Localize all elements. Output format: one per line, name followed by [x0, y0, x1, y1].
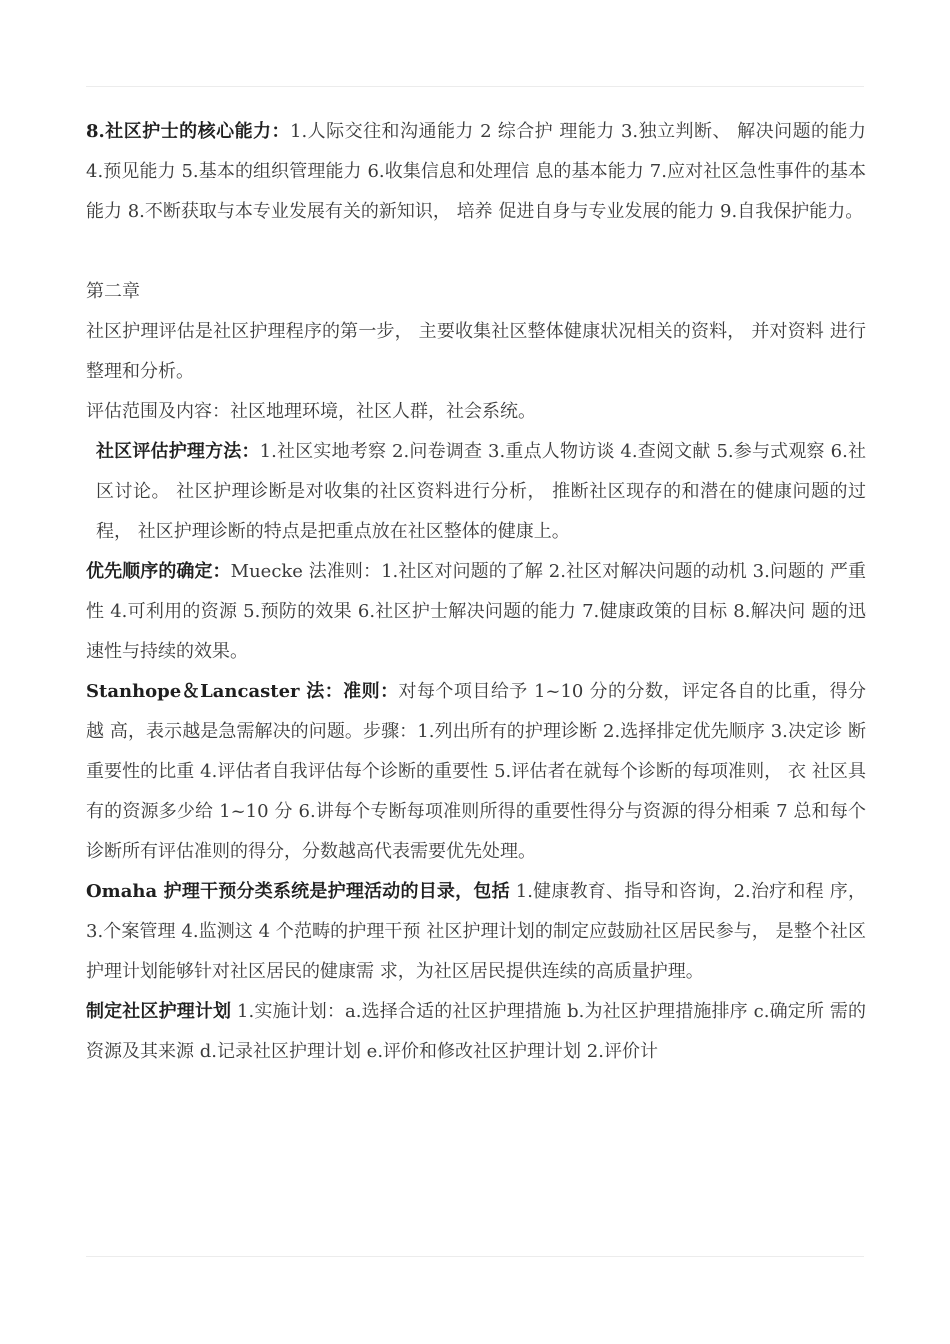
- paragraph-priority: [86, 552, 866, 672]
- top-divider: [86, 86, 864, 87]
- bottom-divider: [86, 1256, 864, 1257]
- heading-assessment-methods: 社区评估护理方法：: [96, 441, 260, 462]
- paragraph-omaha: [86, 872, 866, 992]
- heading-omaha: Omaha 护理干预分类系统是护理活动的目录，包括: [86, 881, 510, 902]
- heading-priority: 优先顺序的确定：: [86, 561, 231, 582]
- paragraph-plan: [86, 992, 866, 1072]
- heading-core-abilities: 8.社区护士的核心能力：: [86, 121, 290, 142]
- text-plan: 1.实施计划：a.选择合适的社区护理措施 b.为社区护理措施排序 c.确定所 需的资源及其来源 d.记录社区护理计划 e.评价和修改社区护理计划 2.评价计: [86, 1001, 867, 1062]
- text-priority: Muecke 法准则：1.社区对问题的了解 2.社区对解决问题的动机 3.问题的 严重性 4.可利用的资源 5.预防的效果 6.社区护士解决问题的能力 7.健康政策的目标 8.解决问 题的迅速性与持续的效果。: [86, 561, 866, 662]
- heading-stanhope: Stanhope＆Lancaster 法：准则：: [86, 681, 399, 702]
- paragraph-assessment-methods: [86, 432, 866, 552]
- paragraph-assessment-intro: 社区护理评估是社区护理程序的第一步， 主要收集社区整体健康状况相关的资料， 并对资料 进行整理和分析。: [86, 321, 866, 382]
- paragraph-core-abilities: [86, 112, 866, 232]
- text-stanhope: 对每个项目给予 1~10 分的分数，评定各自的比重，得分越 高，表示越是急需解决的问题。步骤：1.列出所有的护理诊断 2.选择排定优先顺序 3.决定诊 断重要性的比重 4.评估者自我评估每个诊断的重要性 5.评估者在就每个诊断的每项准则， 衣 社区具有的资源多少给 1~10 分 6.讲每个专断每项准则所得的重要性得分与资源的得分相乘 7 总和每个诊断所有评估准则的得分，分数越高代表需要优先处理。: [86, 681, 866, 862]
- document-body: [86, 112, 866, 1072]
- text-assessment-methods: 1.社区实地考察 2.问卷调查 3.重点人物访谈 4.查阅文献 5.参与式观察 6.社区讨论。 社区护理诊断是对收集的社区资料进行分析， 推断社区现存的和潜在的健康问题的过程， 社区护理诊断的特点是把重点放在社区整体的健康上。: [96, 441, 866, 542]
- text-core-abilities: 1.人际交往和沟通能力 2 综合护 理能力 3.独立判断、 解决问题的能力 4.预见能力 5.基本的组织管理能力 6.收集信息和处理信 息的基本能力 7.应对社区急性事件的基本能力 8.不断获取与本专业发展有关的新知识， 培养 促进自身与专业发展的能力 9.自我保护能力。: [86, 121, 867, 222]
- text-omaha: 1.健康教育、指导和咨询，2.治疗和程 序，3.个案管理 4.监测这 4 个范畴的护理干预 社区护理计划的制定应鼓励社区居民参与， 是整个社区护理计划能够针对社区居民的健康需 求，为社区居民提供连续的高质量护理。: [86, 881, 867, 982]
- paragraph-assessment-scope: 评估范围及内容：社区地理环境，社区人群，社会系统。: [86, 401, 536, 422]
- paragraph-gap: [86, 232, 866, 272]
- chapter-title: 第二章: [86, 281, 140, 302]
- paragraph-stanhope: [86, 672, 866, 872]
- heading-plan: 制定社区护理计划: [86, 1001, 232, 1022]
